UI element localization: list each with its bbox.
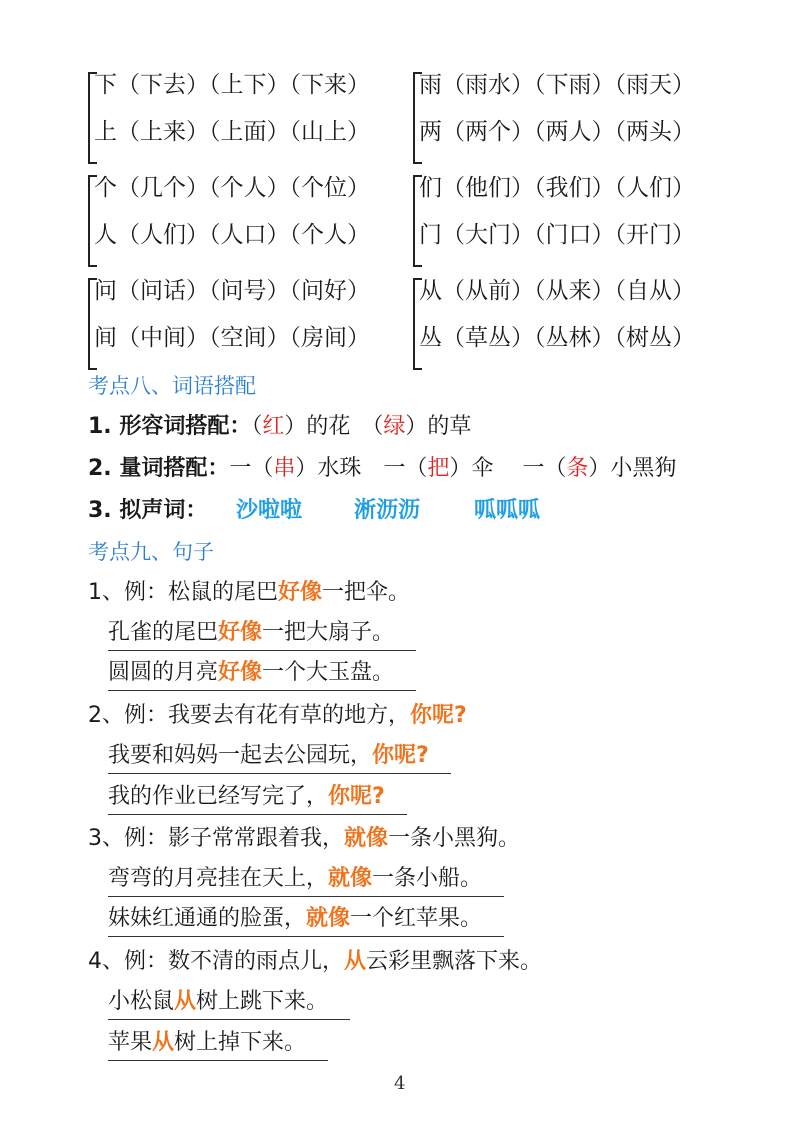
key-word: 就像 (328, 866, 373, 891)
answer-word: 红 (262, 414, 285, 439)
text: 孔雀的尾巴 (108, 620, 219, 645)
key-word: 好像 (218, 620, 263, 645)
imitation-sentence (108, 780, 407, 815)
text: 一（ (229, 456, 274, 481)
word-pair-group (413, 173, 743, 269)
word-pair-line: 下（下去）（上下）（下来） (94, 72, 370, 98)
imitation-sentence (108, 616, 416, 651)
key-word: 就像 (306, 906, 351, 931)
imitation-sentence (108, 739, 451, 774)
key-word: 好像 (278, 580, 323, 605)
key-word: 从 (344, 949, 367, 974)
text: 一条小黑狗。 (388, 826, 521, 851)
collocation-adjective (88, 412, 471, 442)
imitation-sentence (108, 1026, 328, 1061)
imitation-sentence (108, 656, 416, 691)
text: ）水珠 一（ (295, 456, 428, 481)
key-word: 从 (174, 989, 197, 1014)
text: 苹果 (108, 1030, 153, 1055)
onomatopoeia-word: 淅沥沥 (354, 498, 421, 523)
onomatopoeia-word: 呱呱呱 (474, 498, 541, 523)
answer-word: 绿 (383, 414, 406, 439)
collocation-onomatopoeia (88, 496, 207, 526)
word-pair-line: 丛（草丛）（丛林）（树丛） (419, 325, 695, 351)
text: ）的花 （ (284, 414, 384, 439)
text: 我要和妈妈一起去公园玩， (108, 743, 373, 768)
answer-word: 把 (427, 456, 450, 481)
text: 一条小船。 (372, 866, 483, 891)
word-pair-line: 问（问话）（问号）（问好） (94, 278, 370, 304)
imitation-sentence (108, 985, 350, 1020)
text: 1、例：松鼠的尾巴 (88, 580, 278, 605)
word-pair-line: 们（他们）（我们）（人们） (419, 175, 695, 201)
example-sentence (88, 578, 410, 608)
text: ）伞 一（ (449, 456, 567, 481)
item-label: 2. 量词搭配： (88, 456, 230, 481)
text: 我的作业已经写完了， (108, 784, 329, 809)
word-pair-line: 两（两个）（两人）（两头） (419, 119, 695, 145)
word-pair-group (88, 70, 418, 166)
word-pair-line: 人（人们）（人口）（个人） (94, 222, 370, 248)
example-sentence (88, 701, 467, 731)
text: 4、例：数不清的雨点儿， (88, 949, 344, 974)
word-pair-line: 门（大门）（门口）（开门） (419, 222, 695, 248)
key-word: 从 (152, 1030, 175, 1055)
text: 一把大扇子。 (262, 620, 395, 645)
word-pair-line: 雨（雨水）（下雨）（雨天） (419, 72, 695, 98)
text: 一把伞。 (322, 580, 411, 605)
text: 一个大玉盘。 (262, 660, 395, 685)
section-heading: 考点九、句子 (88, 540, 214, 564)
text: 3、例：影子常常跟着我， (88, 826, 344, 851)
example-sentence (88, 947, 542, 977)
key-word: 你呢? (372, 743, 429, 768)
text: ）的草 (405, 414, 472, 439)
text: 小松鼠 (108, 989, 175, 1014)
word-pair-group (88, 276, 418, 372)
example-sentence (88, 824, 520, 854)
text: 树上掉下来。 (174, 1030, 307, 1055)
onomatopoeia-word: 沙啦啦 (236, 498, 303, 523)
imitation-sentence (108, 902, 504, 937)
text: 圆圆的月亮 (108, 660, 219, 685)
answer-word: 串 (273, 456, 296, 481)
text: 弯弯的月亮挂在天上， (108, 866, 329, 891)
text: 一个红苹果。 (350, 906, 483, 931)
text: ）小黑狗 (588, 456, 677, 481)
page-number: 4 (394, 1073, 406, 1094)
item-label: 3. 拟声词： (88, 498, 208, 523)
imitation-sentence (108, 862, 504, 897)
word-pair-group (413, 276, 743, 372)
key-word: 好像 (218, 660, 263, 685)
word-pair-line: 从（从前）（从来）（自从） (419, 278, 695, 304)
key-word: 就像 (344, 826, 389, 851)
item-label: 1. 形容词搭配： (88, 414, 252, 439)
word-pair-line: 间（中间）（空间）（房间） (94, 325, 370, 351)
key-word: 你呢? (410, 703, 467, 728)
text: 树上跳下来。 (196, 989, 329, 1014)
key-word: 你呢? (328, 784, 385, 809)
section-heading: 考点八、词语搭配 (88, 374, 256, 398)
text: 妹妹红通通的脸蛋， (108, 906, 307, 931)
collocation-measure-word (88, 454, 676, 484)
word-pair-group (88, 173, 418, 269)
word-pair-group (413, 70, 743, 166)
word-pair-line: 上（上来）（上面）（山上） (94, 119, 370, 145)
answer-word: 条 (566, 456, 589, 481)
text: 2、例：我要去有花有草的地方， (88, 703, 410, 728)
text: 云彩里飘落下来。 (366, 949, 543, 974)
word-pair-line: 个（几个）（个人）（个位） (94, 175, 370, 201)
text: （ (251, 414, 263, 439)
